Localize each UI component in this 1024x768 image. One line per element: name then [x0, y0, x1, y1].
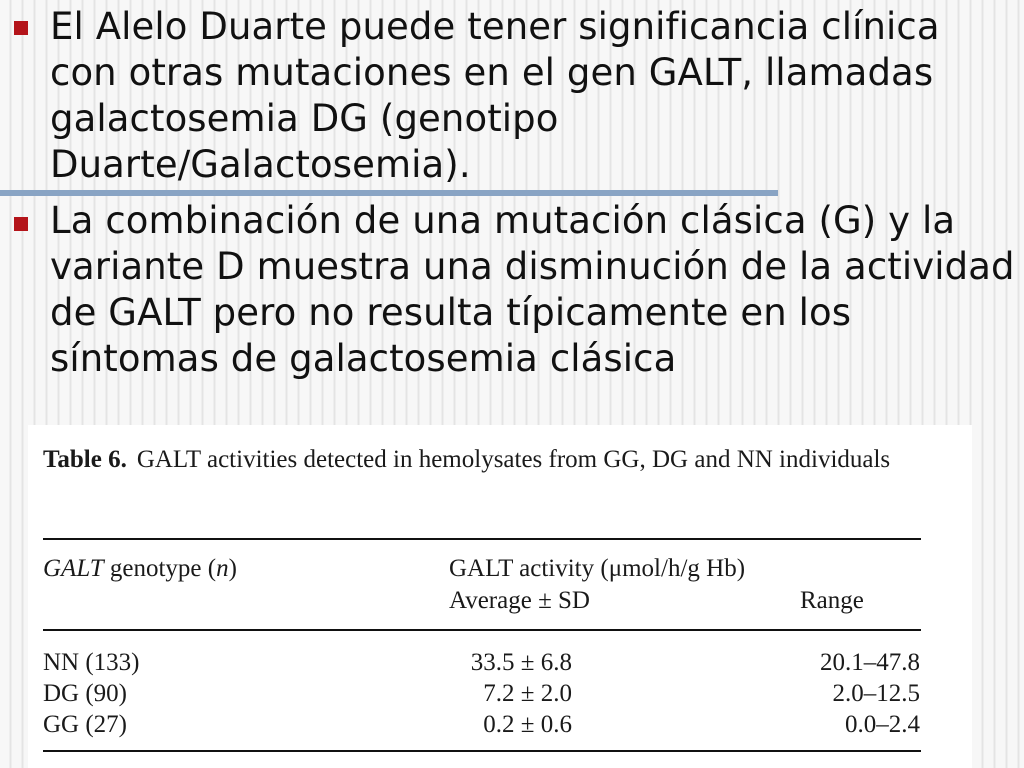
cell-average-sd: 33.5 ± 6.8 — [470, 649, 572, 676]
cell-range: 20.1–47.8 — [820, 649, 920, 676]
table-caption-number: Table 6. — [43, 446, 127, 473]
table-row — [28, 709, 972, 740]
table-caption — [43, 445, 943, 475]
cell-range: 2.0–12.5 — [832, 680, 920, 707]
bullet-text: El Alelo Duarte puede tener significancia clínica con otras mutaciones en el gen GALT, llamadas galactosemia DG (genotipo Duarte/Galactosemia). — [50, 5, 940, 186]
table-caption-text: GALT activities detected in hemolysates from GG, DG and NN individuals — [136, 446, 891, 473]
table-row — [28, 647, 972, 678]
header-range: Range — [800, 587, 864, 614]
header-genotype-gene: GALT — [43, 555, 104, 582]
header-genotype — [43, 553, 237, 585]
header-activity: GALT activity (μmol/h/g Hb) — [449, 555, 746, 582]
header-genotype-close: ) — [228, 555, 237, 582]
bullet-square-icon — [14, 21, 28, 35]
section-divider — [0, 190, 778, 196]
table-bottom-rule — [43, 750, 921, 752]
bullet-square-icon — [14, 217, 28, 231]
galt-activity-table — [28, 425, 972, 768]
header-average-sd: Average ± SD — [449, 587, 590, 614]
header-genotype-n: n — [216, 555, 229, 582]
table-body — [28, 647, 972, 740]
cell-genotype: DG (90) — [43, 680, 128, 707]
table-top-rule — [43, 538, 921, 540]
cell-average-sd: 7.2 ± 2.0 — [483, 680, 572, 707]
cell-genotype: GG (27) — [43, 711, 128, 738]
cell-range: 0.0–2.4 — [845, 711, 920, 738]
table-row — [28, 678, 972, 709]
table-header-rule — [43, 629, 921, 631]
bullet-text: La combinación de una mutación clásica (G) y la variante D muestra una disminución de la actividad de GALT pero no resulta típicamente en los síntomas de galactosemia clásica — [50, 199, 1015, 380]
cell-genotype: NN (133) — [43, 649, 140, 676]
header-genotype-label: genotype ( — [103, 555, 217, 582]
cell-average-sd: 0.2 ± 0.6 — [483, 711, 572, 738]
